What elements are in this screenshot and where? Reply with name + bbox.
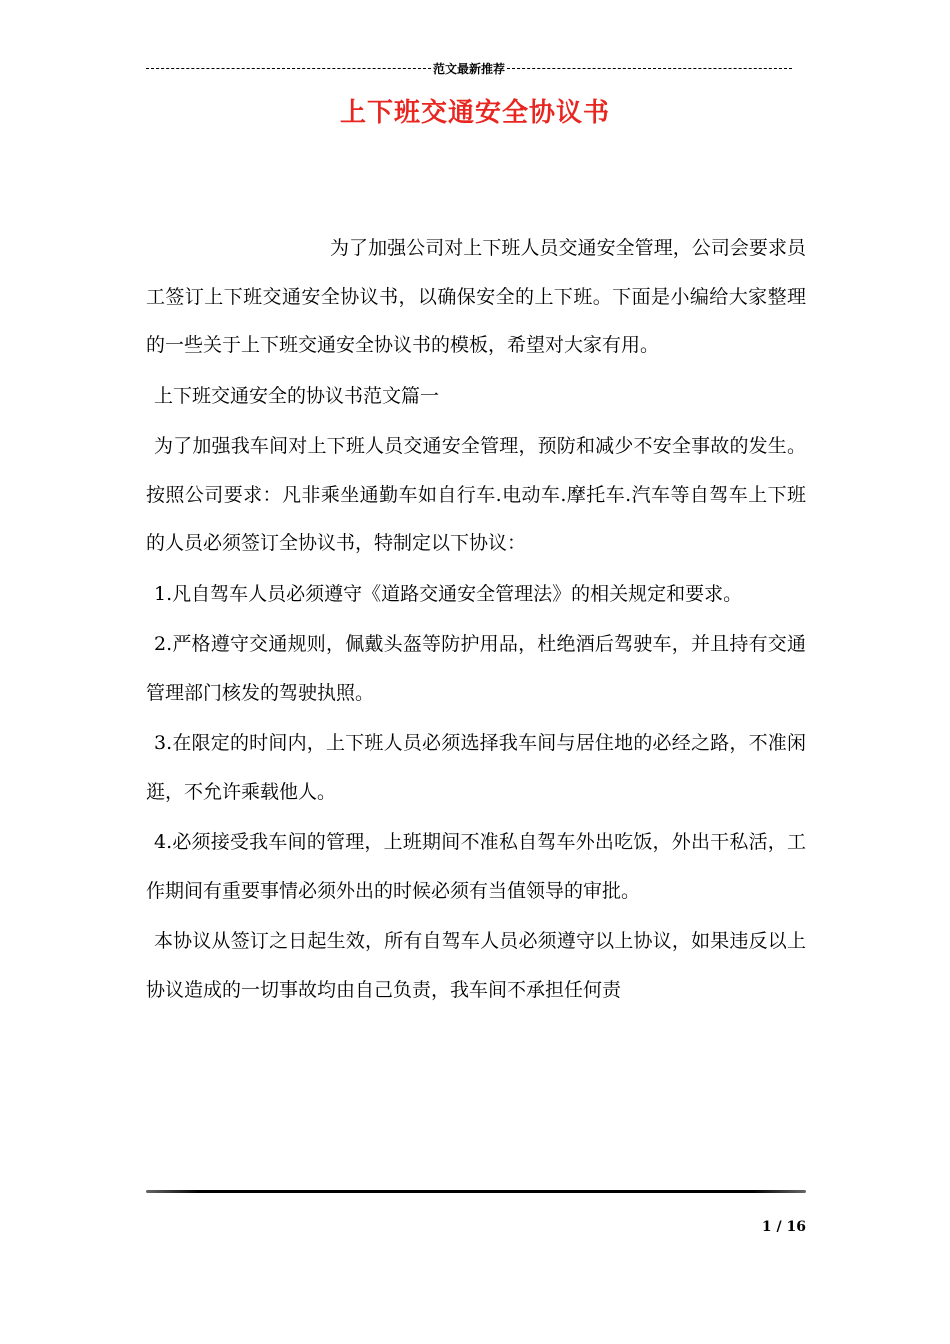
document-body — [146, 224, 806, 1014]
clause-4: 4.必须接受我车间的管理，上班期间不准私自驾车外出吃饭，外出干私活，工作期间有重要事情必须外出的时候必须有当值领导的审批。 — [146, 831, 806, 902]
clause-3: 3.在限定的时间内，上下班人员必须选择我车间与居住地的必经之路，不准闲逛，不允许乘载他人。 — [146, 732, 806, 803]
clause-2: 2.严格遵守交通规则，佩戴头盔等防护用品，杜绝酒后驾驶车，并且持有交通管理部门核发的驾驶执照。 — [146, 633, 806, 704]
intro-paragraph: 为了加强公司对上下班人员交通安全管理，公司会要求员工签订上下班交通安全协议书，以确保安全的上下班。下面是小编给大家整理的一些关于上下班交通安全协议书的模板，希望对大家有用。 — [146, 237, 806, 356]
header-dash-left — [146, 68, 431, 69]
header-dash-right — [507, 68, 792, 69]
document-title: 上下班交通安全协议书 — [339, 98, 610, 128]
section-heading: 上下班交通安全的协议书范文篇一 — [154, 384, 440, 407]
header-rule — [146, 58, 792, 78]
page-number: 1 / 16 — [761, 1219, 806, 1235]
clause-1: 1.凡自驾车人员必须遵守《道路交通安全管理法》的相关规定和要求。 — [154, 582, 743, 605]
body-paragraph: 为了加强我车间对上下班人员交通安全管理，预防和减少不安全事故的发生。按照公司要求：凡非乘坐通勤车如自行车.电动车.摩托车.汽车等自驾车上下班的人员必须签订全协议书，特制定以下协议： — [146, 435, 806, 554]
header-label: 范文最新推荐 — [433, 61, 506, 76]
footer-divider — [146, 1190, 806, 1193]
closing-paragraph: 本协议从签订之日起生效，所有自驾车人员必须遵守以上协议，如果违反以上协议造成的一切事故均由自己负责，我车间不承担任何责 — [146, 930, 806, 1001]
